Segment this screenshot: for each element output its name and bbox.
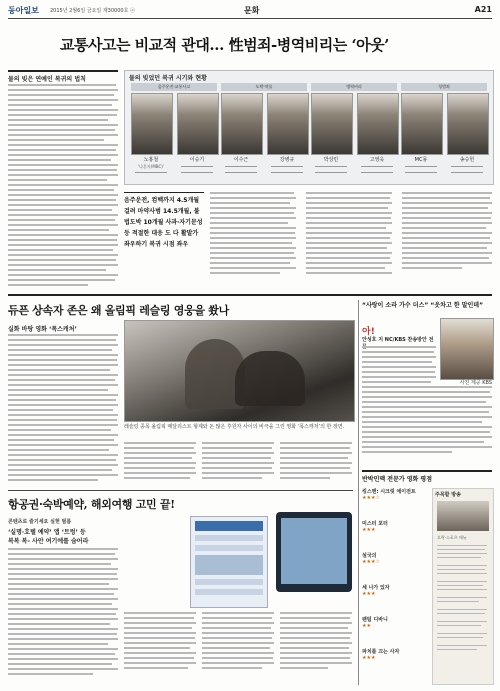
group-label-2: 도박·약물 <box>221 83 307 91</box>
side-body-text <box>8 84 118 289</box>
lead-body-columns <box>210 192 492 287</box>
sports-headline: 듀픈 상속자 존은 왜 올림픽 레슬링 영웅을 쐈나 <box>8 304 229 317</box>
travel-kicker: 콘텐츠로 즐기세요 실현 필름 <box>8 519 72 525</box>
reviews-box <box>362 470 492 687</box>
travel-headline: 항공권·숙박예약, 해외여행 고민 끝! <box>8 498 175 511</box>
masthead <box>8 4 492 19</box>
review-label: 팬텀 디바니 <box>362 617 388 623</box>
review-stars: ★★★☆ <box>362 495 380 501</box>
group-label-1: 음주운전·교통사고 <box>131 83 217 91</box>
tv-box <box>432 488 494 685</box>
review-item <box>362 616 428 629</box>
person-photo-6 <box>357 93 399 155</box>
travel-sub1: ‘실명·호텔 예약’ 앱 ‘트렁’ 등 <box>8 529 86 536</box>
person-name: 송승헌 <box>459 157 475 163</box>
interview-subhead: 안성호 지 NC/KBS 찬송방안 전 <box>362 337 434 343</box>
person-name: 노홍철 <box>143 157 159 163</box>
person-name: 이승기 <box>189 157 205 163</box>
page-number: A21 <box>474 5 492 14</box>
column-divider <box>358 300 359 685</box>
tv-photo <box>437 501 489 531</box>
person-name: 박상민 <box>323 157 339 163</box>
reviews-title: 반박민맥 전문가 영화 평점 <box>362 476 433 483</box>
review-stars: ★★ <box>362 623 371 629</box>
sports-body-left <box>8 334 118 484</box>
group-label-3: 병역비리 <box>311 83 397 91</box>
box-title: 물의 빚었던 복귀 시기와 현황 <box>129 75 207 82</box>
review-stars: ★★★☆ <box>362 559 380 565</box>
review-stars: ★★★ <box>362 591 376 597</box>
wrestling-photo <box>124 320 355 422</box>
newspaper-logo: 동아일보 <box>8 6 39 15</box>
review-item <box>362 520 428 533</box>
review-label: 세 나가 있자 <box>362 585 390 591</box>
person-photo-4 <box>267 93 309 155</box>
review-stars: ★★★ <box>362 527 376 533</box>
interview-kicker: 아! <box>362 327 375 337</box>
person-photo-8 <box>447 93 489 155</box>
interview-body <box>362 346 492 466</box>
person-name: 고영욱 <box>369 157 385 163</box>
travel-body-right <box>124 612 353 684</box>
review-label: 파치를 끄는 사자 <box>362 649 400 655</box>
person-note: '나혼자(MBC)' <box>138 164 164 169</box>
review-stars: ★★★ <box>362 655 376 661</box>
side-kicker: 물의 빚은 연예인 복귀의 법칙 <box>8 70 118 83</box>
travel-sub2: 복복 복- 사안 여기에를 숨어라 <box>8 538 89 545</box>
review-item <box>362 488 428 501</box>
review-item <box>362 584 428 597</box>
section-name: 문화 <box>244 6 260 15</box>
lead-headline: 교통사고는 비교적 관대… 性범죄-병역비리는 ‘아웃’ <box>60 36 389 54</box>
wrestling-caption: 레슬링 종목 올림픽 메달리스트 형제와 돈 많은 후원자 사이의 비극을 그린 영화 ‘폭스캐처’의 한 장면. <box>124 424 345 430</box>
person-name: 강병규 <box>279 157 295 163</box>
person-photo-2 <box>177 93 219 155</box>
review-label: 설국의 <box>362 553 377 559</box>
sports-kicker: 실화 바탕 영화 ‘폭스캐처’ <box>8 326 77 333</box>
person-photo-3 <box>221 93 263 155</box>
person-photo-5 <box>311 93 353 155</box>
sports-body-right <box>124 442 353 485</box>
travel-app-phone <box>276 512 352 592</box>
person-photo-7 <box>401 93 443 155</box>
person-name: MC몽 <box>414 157 428 163</box>
section-divider <box>8 294 492 296</box>
tv-box-title: 주목할 방송 <box>435 492 461 498</box>
review-item <box>362 648 428 661</box>
returnees-box <box>124 70 494 185</box>
group-label-4: 성범죄 <box>401 83 487 91</box>
interview-photo-credit: 사진 제공 KBS <box>459 380 492 386</box>
interview-headline: “사랑이 소라 가수 더스” “웃차고 한 말인데” <box>362 302 484 309</box>
travel-divider <box>8 490 353 491</box>
travel-body-left <box>8 548 118 683</box>
dateline: 2015년 2월6일 금요일 제30000호 ⓐ <box>50 8 135 14</box>
person-photo-1 <box>131 93 173 155</box>
person-name: 이수근 <box>233 157 249 163</box>
tv-box-note: 오락·스포츠 메뉴 <box>437 535 467 540</box>
pull-quote: 음주운전, 컴백까지 4.5개월 걸려 마약사범 14.5개월, 불법도박 10개월 사과·자기문성 등 적절한 대응 도 다 활발가 좌우하기 복귀 시점 좌우 <box>124 192 204 250</box>
review-item <box>362 552 428 565</box>
review-label: 킹스맨: 시크릿 에이전트 <box>362 489 416 495</box>
travel-app-screenshot <box>190 516 268 608</box>
review-label: 미스터 포터 <box>362 521 388 527</box>
